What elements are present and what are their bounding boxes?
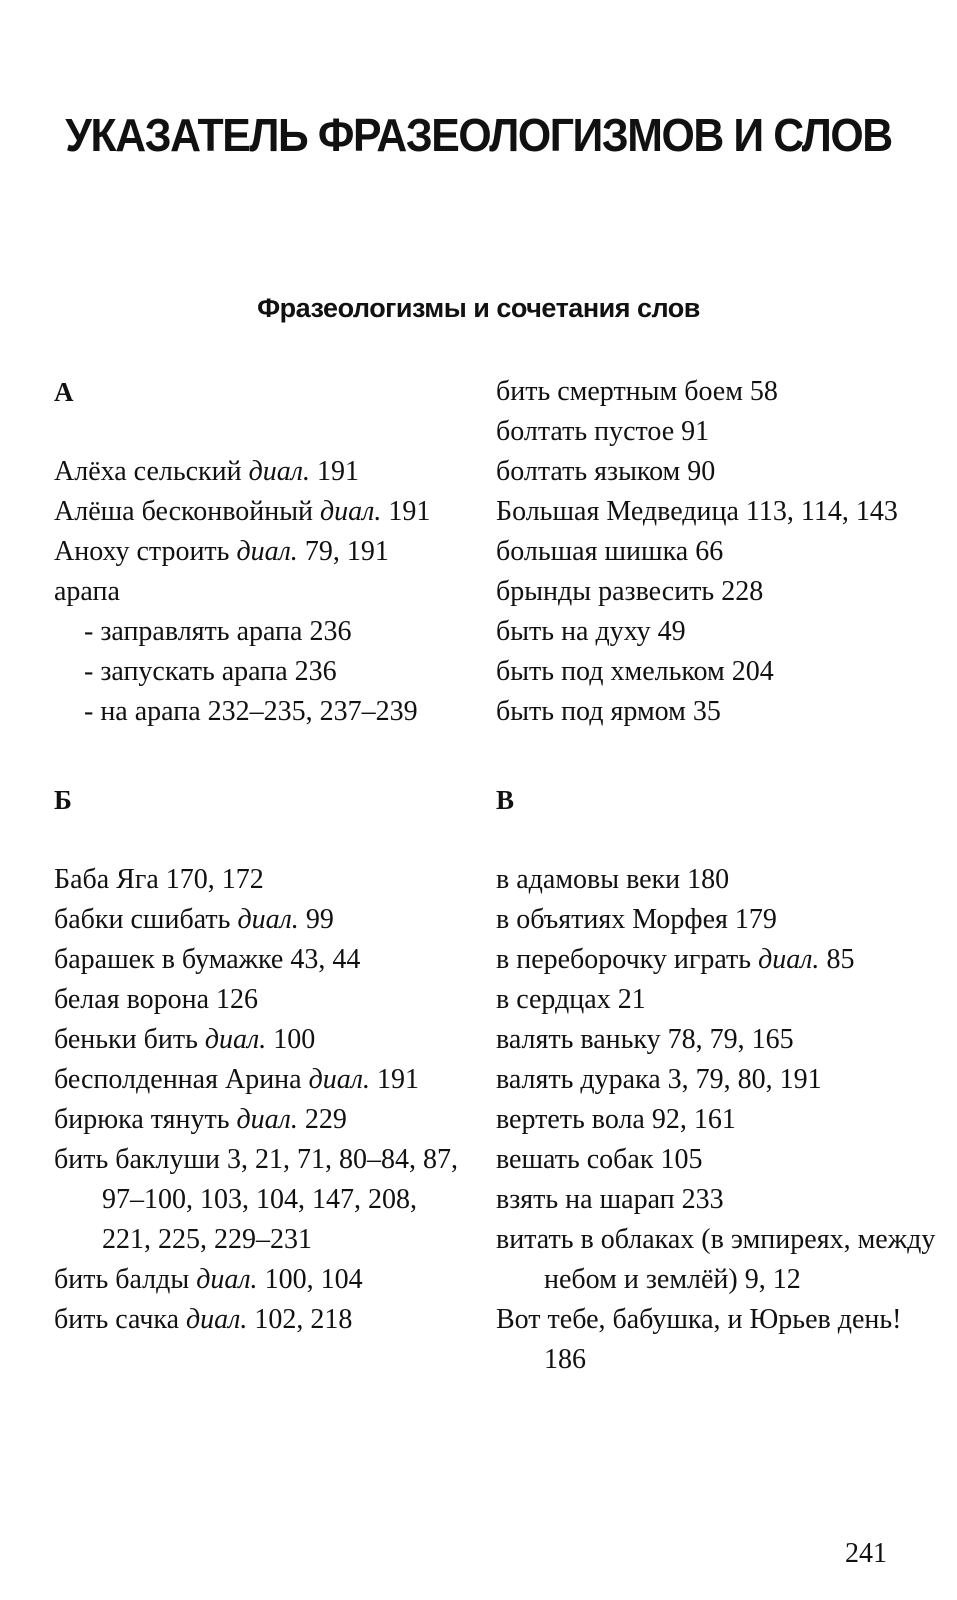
letter-heading-v: В — [496, 785, 515, 815]
index-entry: бить баклуши 3, 21, 71, 80–84, 87, 97–100, 103, 104, 147, 208, 221, 225, 229–231 — [54, 1144, 459, 1255]
index-subentry: - на арапа 232–235, 237–239 — [84, 696, 418, 727]
index-entry: в адамовы веки 180 — [496, 864, 730, 895]
index-entry: болтать пустое 91 — [496, 416, 710, 447]
letter-heading-a: А — [54, 377, 74, 407]
index-entry: болтать языком 90 — [496, 456, 716, 487]
index-column-right — [496, 372, 936, 1380]
index-entry: Алёша бесконвойный диал. 191 — [54, 496, 431, 527]
index-entry: бесполденная Арина диал. 191 — [54, 1064, 419, 1095]
index-entry: в объятиях Морфея 179 — [496, 904, 777, 935]
index-entry: беньки бить диал. 100 — [54, 1024, 316, 1055]
index-entry: витать в облаках (в эмпиреях, между небом и землёй) 9, 12 — [496, 1224, 936, 1295]
index-entry: бить балды диал. 100, 104 — [54, 1264, 363, 1295]
index-entry: Алёха сельский диал. 191 — [54, 456, 359, 487]
index-entry: бирюка тянуть диал. 229 — [54, 1104, 347, 1135]
index-subentry: - запускать арапа 236 — [84, 656, 337, 687]
index-entry: барашек в бумажке 43, 44 — [54, 944, 361, 975]
index-entry: бабки сшибать диал. 99 — [54, 904, 334, 935]
index-entry: Аноху строить диал. 79, 191 — [54, 536, 389, 567]
index-entry: вертеть вола 92, 161 — [496, 1104, 736, 1135]
index-entry: валять ваньку 78, 79, 165 — [496, 1024, 794, 1055]
letter-heading-b: Б — [54, 785, 72, 815]
section-title: Фразеологизмы и сочетания слов — [257, 293, 700, 323]
index-entry: белая ворона 126 — [54, 984, 259, 1015]
index-entry: в переборочку играть диал. 85 — [496, 944, 855, 975]
index-entry: вешать собак 105 — [496, 1144, 703, 1175]
index-entry: в сердцах 21 — [496, 984, 646, 1015]
index-entry: бить смертным боем 58 — [496, 376, 778, 407]
page-title: УКАЗАТЕЛЬ ФРАЗЕОЛОГИЗМОВ И СЛОВ — [65, 109, 892, 161]
index-entry: брынды развесить 228 — [496, 576, 764, 607]
index-entry: быть под хмельком 204 — [496, 656, 774, 687]
index-entry: взять на шарап 233 — [496, 1184, 724, 1215]
index-entry: бить сачка диал. 102, 218 — [54, 1304, 353, 1335]
index-column-left — [54, 372, 464, 1340]
index-entry: валять дурака 3, 79, 80, 191 — [496, 1064, 822, 1095]
index-subentry: - заправлять арапа 236 — [84, 616, 352, 647]
page-number: 241 — [845, 1538, 887, 1569]
index-entry: Большая Медведица 113, 114, 143 — [496, 496, 898, 527]
index-entry: большая шишка 66 — [496, 536, 724, 567]
index-entry: Вот тебе, бабушка, и Юрьев день! 186 — [496, 1304, 902, 1375]
index-entry: быть на духу 49 — [496, 616, 686, 647]
index-entry: быть под ярмом 35 — [496, 696, 721, 727]
index-entry: Баба Яга 170, 172 — [54, 864, 264, 895]
index-entry: арапа — [54, 576, 120, 607]
